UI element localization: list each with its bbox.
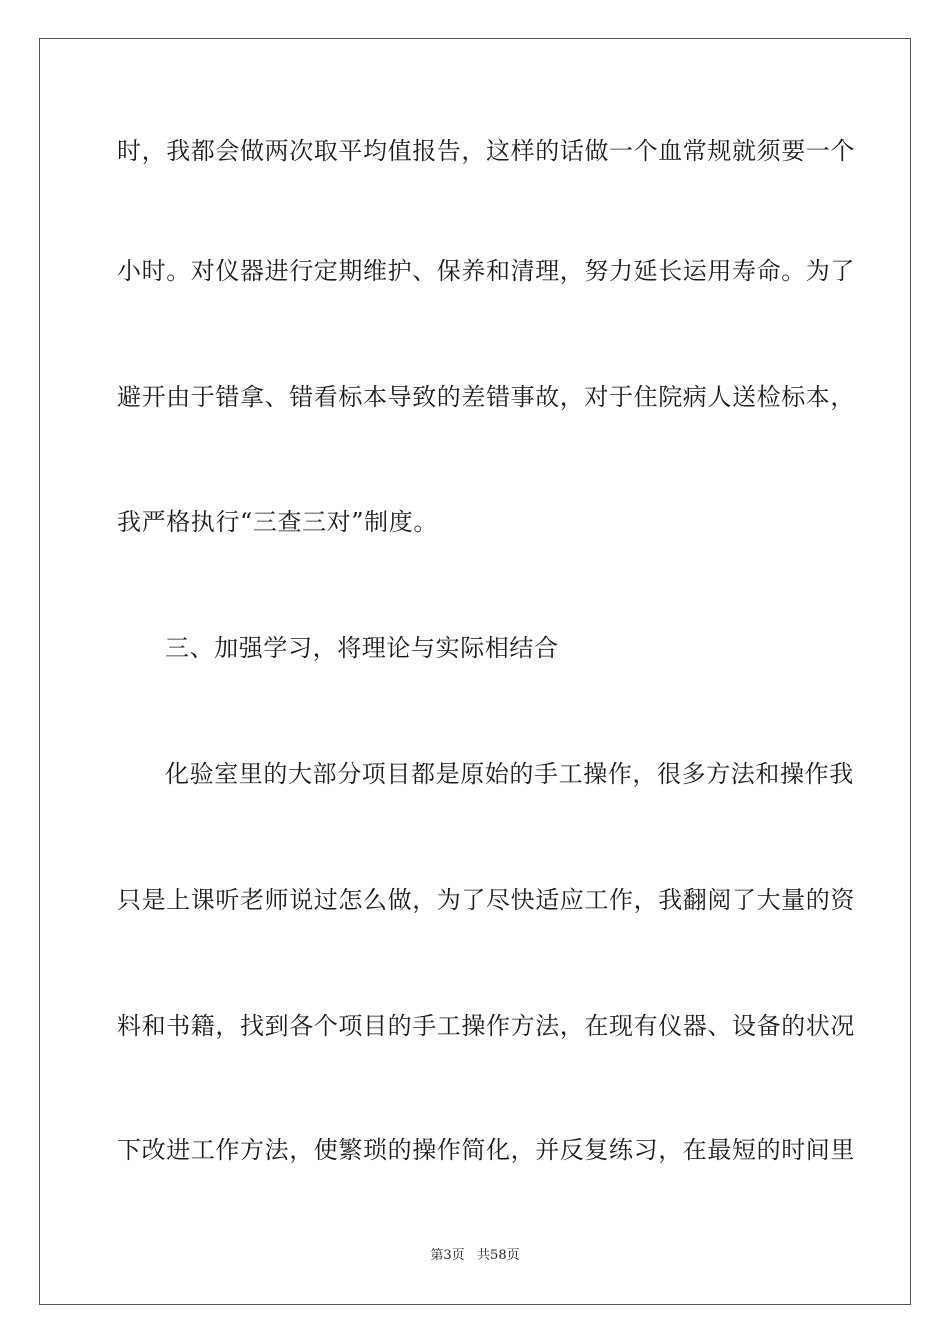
- page-border: [39, 38, 911, 1305]
- body-text-line: 我严格执行“三查三对”制度。: [117, 508, 438, 536]
- body-text-line: 避开由于错拿、错看标本导致的差错事故，对于住院病人送检标本，: [117, 383, 855, 411]
- page-number: 第3页 共58页: [430, 1248, 520, 1263]
- body-text-line: 只是上课听老师说过怎么做，为了尽快适应工作，我翻阅了大量的资: [117, 886, 855, 914]
- body-text-line: 小时。对仪器进行定期维护、保养和清理，努力延长运用寿命。为了: [117, 257, 855, 285]
- section-heading: 三、加强学习，将理论与实际相结合: [165, 634, 559, 662]
- body-text-line: 化验室里的大部分项目都是原始的手工操作，很多方法和操作我: [165, 760, 854, 788]
- body-text-line: 料和书籍，找到各个项目的手工操作方法，在现有仪器、设备的状况: [117, 1012, 855, 1040]
- body-text-line: 下改进工作方法，使繁琐的操作简化，并反复练习，在最短的时间里: [117, 1136, 855, 1164]
- body-text-line: 时，我都会做两次取平均值报告，这样的话做一个血常规就须要一个: [117, 137, 855, 165]
